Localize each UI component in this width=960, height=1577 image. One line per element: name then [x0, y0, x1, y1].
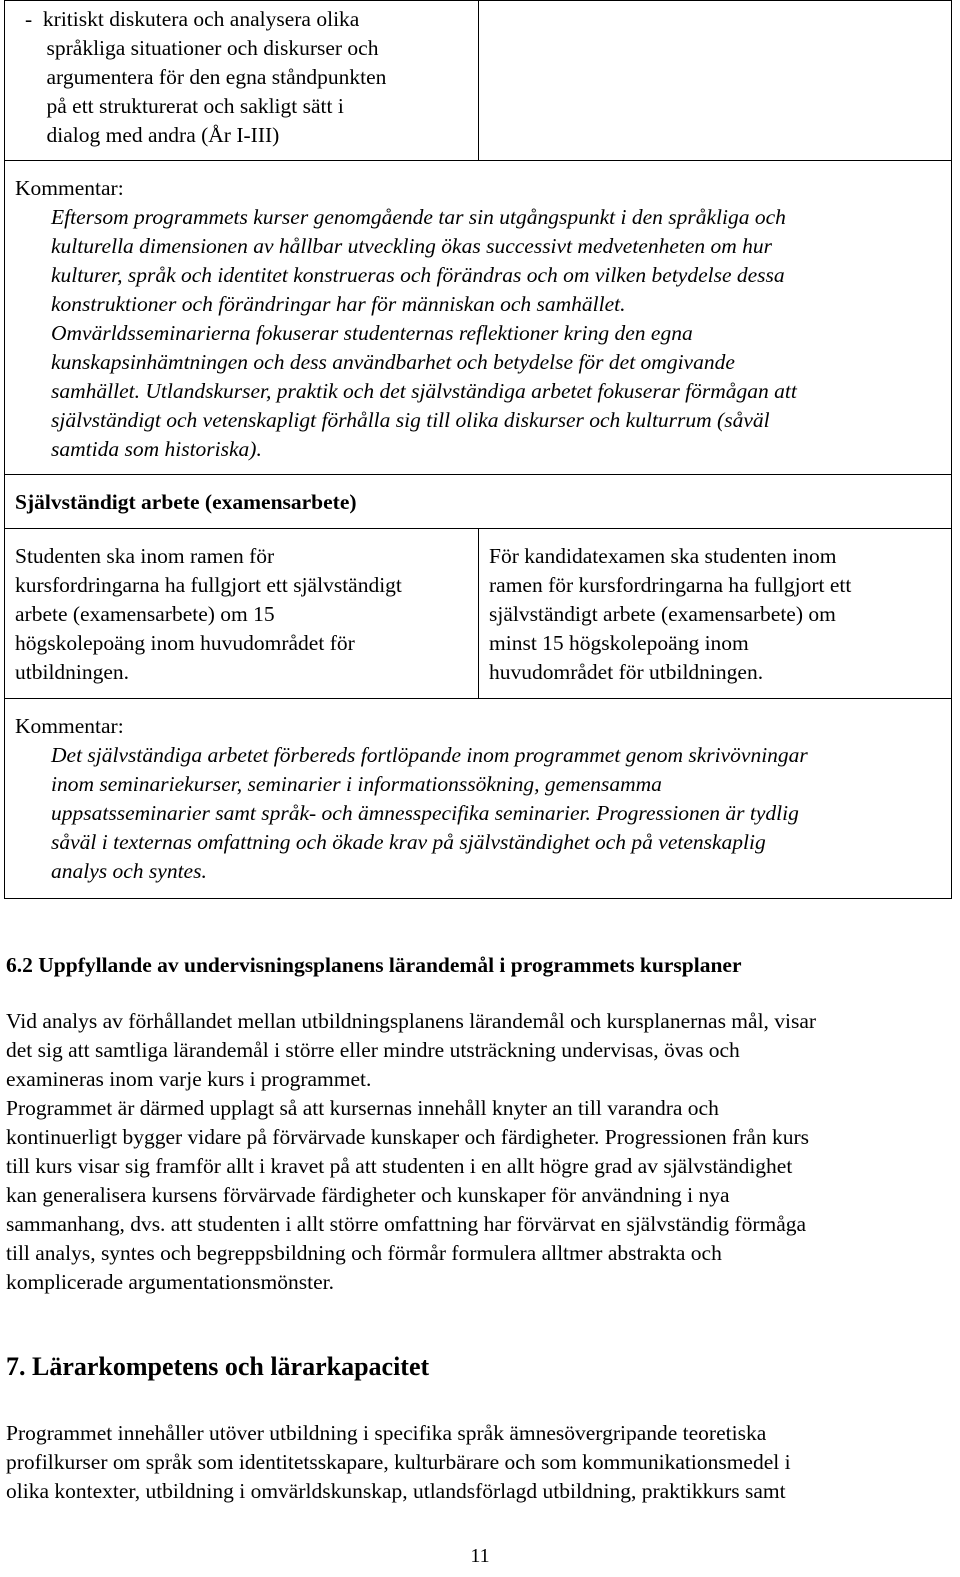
text-line: högskolepoäng inom huvudområdet för — [15, 631, 355, 655]
text-line: Omvärldsseminarierna fokuserar studenternas reflektioner kring den egna — [51, 321, 693, 345]
text-line: examineras inom varje kurs i programmet. — [6, 1067, 372, 1091]
table-row-comment-1 — [5, 160, 951, 474]
text-line: till analys, syntes och begreppsbildning och förmår formulera alltmer abstrakta och — [6, 1241, 722, 1265]
page-number: 11 — [470, 1545, 490, 1567]
text-line: uppsatsseminarier samt språk- och ämnesspecifika seminarier. Progressionen är tydlig — [51, 801, 799, 825]
text-line: kunskapsinhämtningen och dess användbarhet och betydelse för det omgivande — [51, 350, 735, 374]
table-row-goal — [5, 0, 951, 160]
text-line: språkliga situationer och diskurser och — [25, 36, 379, 60]
text-line: såväl i texternas omfattning och ökade krav på självständighet och på vetenskaplig — [51, 830, 766, 854]
text-line: sammanhang, dvs. att studenten i allt större omfattning har förvärvat en självständig förmåga — [6, 1212, 807, 1236]
text-line: det sig att samtliga lärandemål i större eller mindre utsträckning undervisas, övas och — [6, 1038, 740, 1062]
text-line: kan generalisera kursens förvärvade färdigheter och kunskaper för användning i nya — [6, 1183, 730, 1207]
text-line: på ett strukturerat och sakligt sätt i — [25, 94, 344, 118]
text-line: inom seminariekurser, seminarier i informationssökning, gemensamma — [51, 772, 662, 796]
table-row-exam-work — [5, 528, 951, 698]
text-line: kulturer, språk och identitet konstrueras och förändras och om vilken betydelse dessa — [51, 263, 785, 287]
text-line: - kritiskt diskutera och analysera olika — [25, 7, 360, 31]
comment-body — [51, 203, 941, 464]
exam-right-cell — [479, 529, 951, 698]
exam-left-text — [15, 542, 475, 687]
text-line: ramen för kursfordringarna ha fullgjort ett — [489, 573, 852, 597]
text-line: konstruktioner och förändringar har för människan och samhället. — [51, 292, 626, 316]
text-line: komplicerade argumentationsmönster. — [6, 1270, 334, 1294]
text-line: Programmet är därmed upplagt så att kursernas innehåll knyter an till varandra och — [6, 1096, 719, 1120]
text-line: minst 15 högskolepoäng inom — [489, 631, 749, 655]
text-line: samhället. Utlandskurser, praktik och det självständiga arbetet fokuserar förmågan att — [51, 379, 797, 403]
comment-body — [51, 741, 941, 886]
goal-left-cell — [5, 1, 479, 160]
text-line: utbildningen. — [15, 660, 130, 684]
table-row-comment-2 — [5, 698, 951, 898]
text-line: samtida som historiska). — [51, 437, 262, 461]
text-line: Det självständiga arbetet förbereds fortlöpande inom programmet genom skrivövningar — [51, 743, 808, 767]
text-line: självständigt och vetenskapligt förhålla sig till olika diskurser och kulturrum (såväl — [51, 408, 770, 432]
text-line: Studenten ska inom ramen för — [15, 544, 275, 568]
text-line: Programmet innehåller utöver utbildning i specifika språk ämnesövergripande teoretiska — [6, 1421, 767, 1445]
section-heading: Självständigt arbete (examensarbete) — [15, 490, 357, 514]
text-line: huvudområdet för utbildningen. — [489, 660, 764, 684]
comment-label: Kommentar: — [15, 176, 124, 200]
text-line: till kurs visar sig framför allt i kravet på att studenten i en allt högre grad av självständighet — [6, 1154, 793, 1178]
text-line: kulturella dimensionen av hållbar utveckling ökas successivt medvetenheten om hur — [51, 234, 773, 258]
text-line: Eftersom programmets kurser genomgående tar sin utgångspunkt i den språkliga och — [51, 205, 786, 229]
exam-left-cell — [5, 529, 479, 698]
goal-text — [25, 5, 475, 150]
text-line: kontinuerligt bygger vidare på förvärvade kunskaper och färdigheter. Progressionen från kurs — [6, 1125, 809, 1149]
text-line: olika kontexter, utbildning i omvärldskunskap, utlandsförlagd utbildning, praktikkurs samt — [6, 1479, 786, 1503]
goal-right-cell — [479, 1, 951, 160]
text-line: Vid analys av förhållandet mellan utbildningsplanens lärandemål och kursplanernas mål, visar — [6, 1009, 817, 1033]
section-7-heading: 7. Lärarkompetens och lärarkapacitet — [6, 1352, 430, 1381]
text-line: dialog med andra (År I-III) — [25, 123, 280, 147]
text-line: argumentera för den egna ståndpunkten — [25, 65, 387, 89]
exam-right-text — [489, 542, 939, 687]
text-line: profilkurser om språk som identitetsskapare, kulturbärare och som kommunikationsmedel i — [6, 1450, 791, 1474]
section-6-2-heading: 6.2 Uppfyllande av undervisningsplanens lärandemål i programmets kursplaner — [6, 953, 742, 977]
text-line: arbete (examensarbete) om 15 — [15, 602, 275, 626]
section-7-body — [6, 1419, 956, 1506]
text-line: analys och syntes. — [51, 859, 207, 883]
section-6-2-body — [6, 1007, 956, 1297]
comment-label: Kommentar: — [15, 714, 124, 738]
curriculum-table — [4, 0, 952, 899]
text-line: självständigt arbete (examensarbete) om — [489, 602, 836, 626]
table-row-section-heading — [5, 474, 951, 528]
text-line: kursfordringarna ha fullgjort ett självständigt — [15, 573, 402, 597]
text-line: För kandidatexamen ska studenten inom — [489, 544, 837, 568]
